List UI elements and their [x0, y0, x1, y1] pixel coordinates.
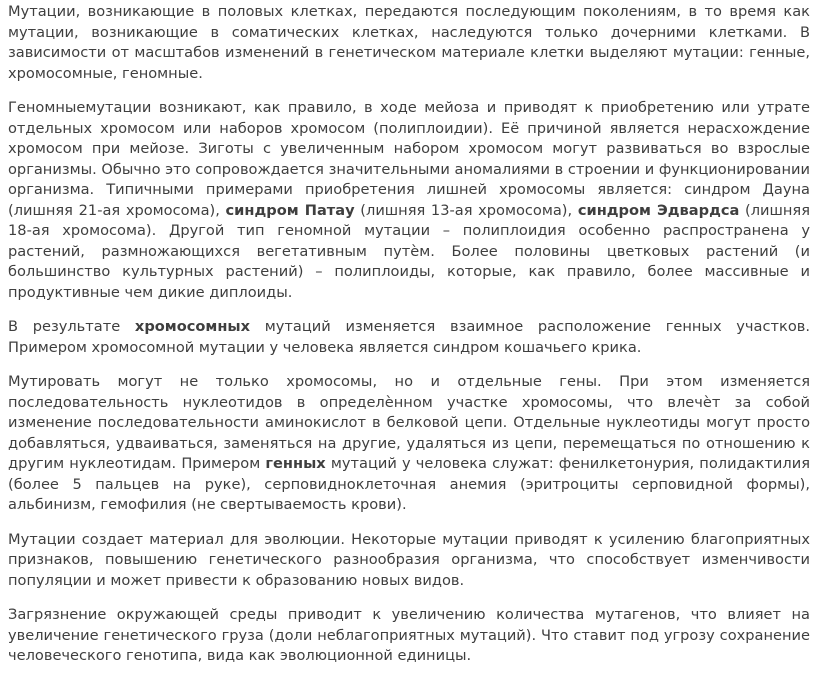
- paragraph-text: (лишняя 13-ая хромосома),: [354, 201, 578, 219]
- bold-term-edwards-syndrome: синдром Эдвардса: [577, 201, 740, 219]
- paragraph-genomic-mutations: [8, 98, 810, 303]
- paragraph-text: Мутации, возникающие в половых клетках, передаются последующим поколениям, в то время как мутации, возникающие в соматических клетках, наследуются только дочерними клетками. В зависимости от масштабов изменений в генетическом материале клетки выделяют мутации: генные, хромосомные, геномные.: [8, 3, 810, 82]
- paragraph-text: Мутации создает материал для эволюции. Некоторые мутации приводят к усилению благоприятных признаков, повышению генетического разнообразия организма, что способствует изменчивости популяции и может привести к образованию новых видов.: [8, 530, 810, 589]
- bold-term-gene: генных: [265, 455, 326, 472]
- bold-term-patau-syndrome: синдром Патау: [225, 201, 355, 219]
- paragraph-text: (лишняя 18-ая хромосома). Другой тип геномной мутации – полиплоидия особенно распространена у растений, размножающихся вегетативным путѐм. Более половины цветковых растений (и большинство культурных растений) – полиплоиды, которые, как правило, более массивные и продуктивные чем дикие диплоиды.: [8, 201, 810, 301]
- paragraph-text: Мутировать могут не только хромосомы, но и отдельные гены. При этом изменяется последовательность нуклеотидов в определѐнном участке хромосомы, что влечѐт за собой изменение последовательности аминокислот в белковой цепи. Отдельные нуклеотиды могут просто добавляться, удваиваться, заменяться на другие, удаляться из цепи, перемещаться по отношению к другим нуклеотидам. Примером: [8, 373, 810, 472]
- paragraph-mutation-inheritance: [8, 2, 810, 84]
- paragraph-text: мутаций у человека служат: фенилкетонурия, полидактилия (более 5 пальцев на руке), серповидноклеточная анемия (эритроциты серповидной формы), альбинизм, гемофилия (не свертываемость крови).: [8, 455, 810, 513]
- paragraph-gene-mutations: [8, 372, 810, 516]
- paragraph-environment: [8, 605, 810, 667]
- paragraph-text: Геномныемутации возникают, как правило, в ходе мейоза и приводят к приобретению или утрате отдельных хромосом или наборов хромосом (полиплоидии). Её причиной является нерасхождение хромосом при мейозе. Зиготы с увеличенным набором хромосом могут развиваться во взрослые организмы. Обычно это сопровождается значительными аномалиями в строении и функционировании организма. Типичными примерами приобретения лишней хромосомы является: синдром Дауна (лишняя 21-ая хромосома),: [8, 99, 810, 219]
- paragraph-text: мутаций изменяется взаимное расположение генных участков. Примером хромосомной мутации у человека является синдром кошачьего крика.: [8, 318, 811, 356]
- paragraph-chromosomal-mutations: [8, 317, 810, 358]
- bold-term-chromosomal: хромосомных: [134, 318, 251, 335]
- paragraph-text: Загрязнение окружающей среды приводит к увеличению количества мутагенов, что влияет на увеличение генетического груза (доли неблагоприятных мутаций). Что ставит под угрозу сохранение человеческого генотипа, вида как эволюционной единицы.: [8, 606, 810, 664]
- paragraph-evolution: [8, 530, 810, 592]
- paragraph-text: В результате: [8, 318, 135, 335]
